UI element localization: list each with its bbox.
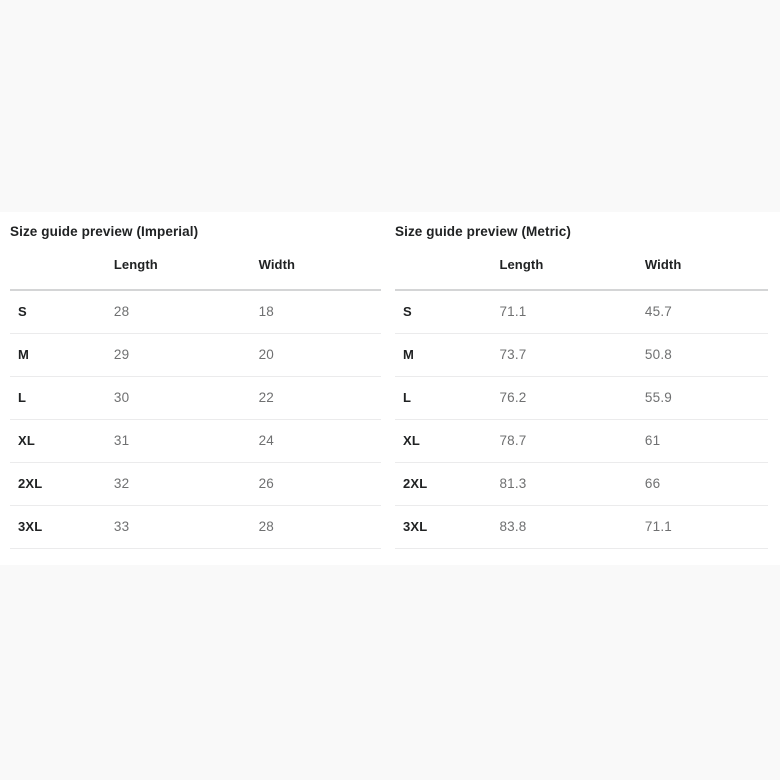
size-cell: M bbox=[395, 333, 499, 376]
width-cell: 50.8 bbox=[645, 333, 768, 376]
length-cell: 28 bbox=[114, 290, 259, 333]
size-cell: 2XL bbox=[395, 462, 499, 505]
metric-table bbox=[395, 240, 768, 549]
table-row bbox=[10, 376, 381, 419]
header-row bbox=[10, 240, 381, 290]
length-column-header: Length bbox=[499, 240, 644, 290]
size-table-metric bbox=[395, 224, 768, 549]
size-cell: 3XL bbox=[395, 505, 499, 548]
width-column-header: Width bbox=[259, 240, 381, 290]
table-row bbox=[10, 505, 381, 548]
table-row bbox=[395, 462, 768, 505]
width-cell: 71.1 bbox=[645, 505, 768, 548]
table-row bbox=[10, 419, 381, 462]
size-cell: L bbox=[395, 376, 499, 419]
width-column-header: Width bbox=[645, 240, 768, 290]
width-cell: 22 bbox=[259, 376, 381, 419]
length-cell: 78.7 bbox=[499, 419, 644, 462]
imperial-table-title: Size guide preview (Imperial) bbox=[10, 224, 199, 239]
width-cell: 45.7 bbox=[645, 290, 768, 333]
imperial-table bbox=[10, 240, 381, 549]
length-cell: 29 bbox=[114, 333, 259, 376]
table-row bbox=[10, 290, 381, 333]
width-cell: 26 bbox=[259, 462, 381, 505]
length-cell: 33 bbox=[114, 505, 259, 548]
length-cell: 30 bbox=[114, 376, 259, 419]
size-cell: M bbox=[10, 333, 114, 376]
size-cell: S bbox=[10, 290, 114, 333]
length-cell: 73.7 bbox=[499, 333, 644, 376]
table-row bbox=[395, 419, 768, 462]
size-guide-panel bbox=[0, 212, 780, 565]
width-cell: 24 bbox=[259, 419, 381, 462]
width-cell: 20 bbox=[259, 333, 381, 376]
length-cell: 71.1 bbox=[499, 290, 644, 333]
width-cell: 61 bbox=[645, 419, 768, 462]
table-row bbox=[10, 333, 381, 376]
length-cell: 32 bbox=[114, 462, 259, 505]
size-column-header bbox=[395, 240, 499, 290]
table-row bbox=[395, 333, 768, 376]
metric-table-title: Size guide preview (Metric) bbox=[395, 224, 571, 239]
width-cell: 66 bbox=[645, 462, 768, 505]
table-row bbox=[395, 376, 768, 419]
size-cell: XL bbox=[395, 419, 499, 462]
length-cell: 81.3 bbox=[499, 462, 644, 505]
length-cell: 31 bbox=[114, 419, 259, 462]
size-cell: S bbox=[395, 290, 499, 333]
table-row bbox=[395, 505, 768, 548]
size-table-imperial bbox=[10, 224, 381, 549]
header-row bbox=[395, 240, 768, 290]
width-cell: 55.9 bbox=[645, 376, 768, 419]
width-cell: 28 bbox=[259, 505, 381, 548]
size-cell: 2XL bbox=[10, 462, 114, 505]
table-row bbox=[10, 462, 381, 505]
length-column-header: Length bbox=[114, 240, 259, 290]
size-cell: XL bbox=[10, 419, 114, 462]
length-cell: 83.8 bbox=[499, 505, 644, 548]
size-column-header bbox=[10, 240, 114, 290]
size-cell: 3XL bbox=[10, 505, 114, 548]
length-cell: 76.2 bbox=[499, 376, 644, 419]
size-cell: L bbox=[10, 376, 114, 419]
width-cell: 18 bbox=[259, 290, 381, 333]
table-row bbox=[395, 290, 768, 333]
